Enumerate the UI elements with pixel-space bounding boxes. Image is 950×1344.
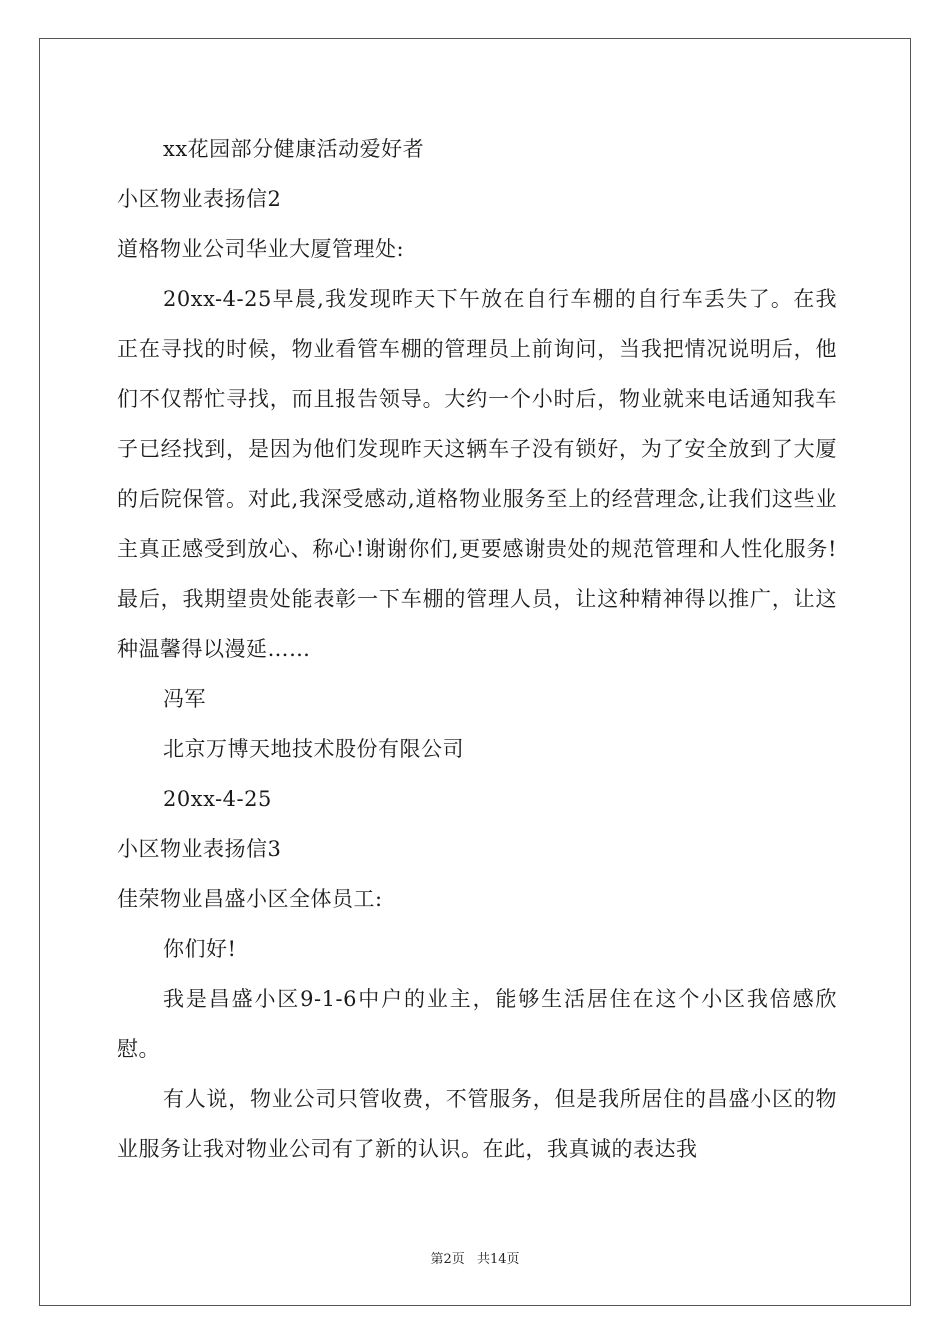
salutation-3: 佳荣物业昌盛小区全体员工: <box>117 887 383 911</box>
greeting-3: 你们好! <box>163 937 237 961</box>
signer-2: 冯军 <box>163 687 206 711</box>
page-number: 第2页 <box>430 1252 465 1267</box>
letter-title-3: 小区物业表扬信3 <box>117 837 282 861</box>
page-footer <box>0 1248 950 1267</box>
date-2: 20xx-4-25 <box>163 787 272 811</box>
letter-body-3a: 我是昌盛小区9-1-6中户的业主，能够生活居住在这个小区我倍感欣慰。 <box>117 987 837 1061</box>
letter-body-2: 20xx-4-25早晨,我发现昨天下午放在自行车棚的自行车丢失了。在我正在寻找的时候，物业看管车棚的管理员上前询问，当我把情况说明后，他们不仅帮忙寻找，而且报告领导。大约一个小时后，物业就来电话通知我车子已经找到，是因为他们发现昨天这辆车子没有锁好，为了安全放到了大厦的后院保管。对此,我深受感动,道格物业服务至上的经营理念,让我们这些业主真正感受到放心、称心!谢谢你们,更要感谢贵处的规范管理和人性化服务!最后，我期望贵处能表彰一下车棚的管理人员，让这种精神得以推广，让这种温馨得以漫延…… <box>117 287 837 661</box>
document-body <box>117 124 837 1174</box>
signoff-group: xx花园部分健康活动爱好者 <box>163 137 425 161</box>
page-total: 共14页 <box>476 1252 520 1267</box>
letter-title-2: 小区物业表扬信2 <box>117 187 282 211</box>
company-2: 北京万博天地技术股份有限公司 <box>163 737 464 761</box>
salutation-2: 道格物业公司华业大厦管理处: <box>117 237 405 261</box>
letter-body-3b: 有人说，物业公司只管收费，不管服务，但是我所居住的昌盛小区的物业服务让我对物业公司有了新的认识。在此，我真诚的表达我 <box>117 1087 837 1161</box>
